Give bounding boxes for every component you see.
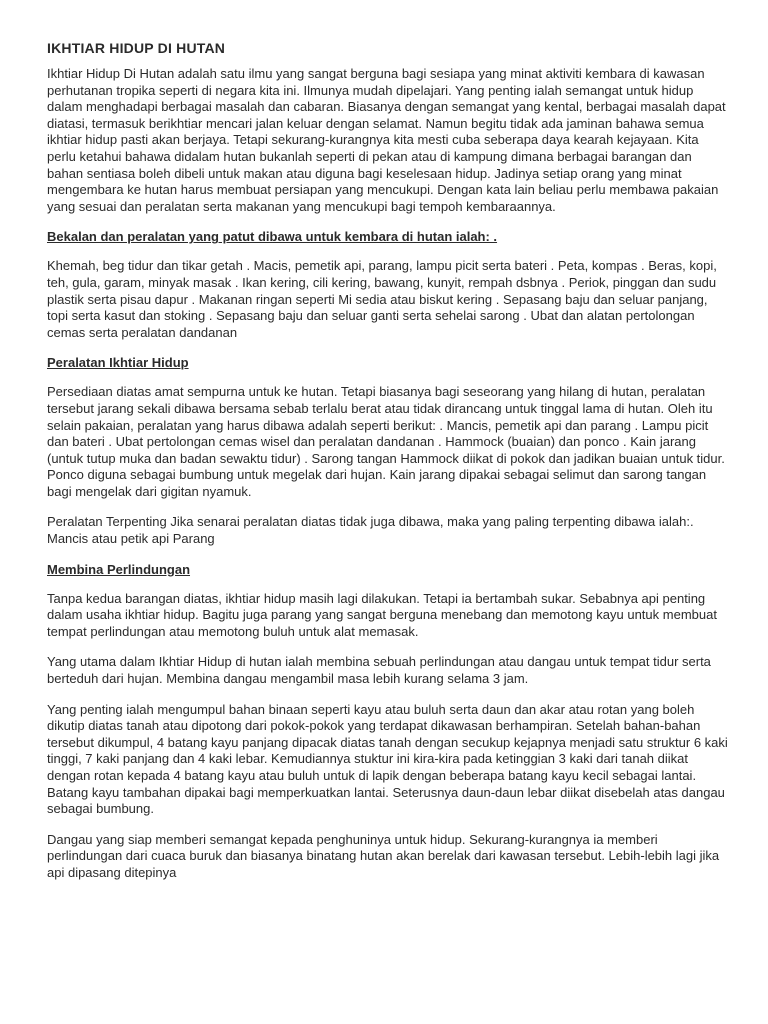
perlindungan-paragraph-3: Yang penting ialah mengumpul bahan binaan seperti kayu atau buluh serta daun dan akar atau rotan yang boleh dikutip diatas tanah atau dipotong dari pokok-pokok yang terdapat dikawasan berhampiran. Setelah bahan-bahan tersebut dikumpul, 4 batang kayu panjang dipacak diatas tanah dengan secukup kejapnya menjadi satu struktur 6 kaki tinggi, 7 kaki panjang dan 4 kaki lebar. Kemudiannya stuktur ini kira-kira pada ketinggian 3 kaki dari tanah diikat dengan rotan kepada 4 batang kayu atau buluh untuk di lapik dengan beberapa batang kayu kecil sebagai lantai. Batang kayu tambahan dipakai bagi memperkuatkan lantai. Seterusnya daun-daun lebar diikat disebelah atas dangau sebagai bumbung. bbox=[47, 701, 728, 817]
peralatan-terpenting-paragraph: Peralatan Terpenting Jika senarai peralatan diatas tidak juga dibawa, maka yang paling terpenting dibawa ialah:. Mancis atau petik api Parang bbox=[47, 514, 694, 547]
perlindungan-paragraph-4: Dangau yang siap memberi semangat kepada penghuninya untuk hidup. Sekurang-kurangnya ia memberi perlindungan dari cuaca buruk dan biasanya binatang hutan akan berelak dari kawasan tersebut. Lebih-lebih lagi jika api dipasang ditepinya bbox=[47, 831, 720, 880]
document-title: IKHTIAR HIDUP DI HUTAN bbox=[47, 40, 226, 56]
intro-paragraph: Ikhtiar Hidup Di Hutan adalah satu ilmu yang sangat berguna bagi sesiapa yang minat aktiviti kembara di kawasan perhutanan tropika seperti di negara kita ini. Ilmunya mudah dipelajari. Yang penting ialah semangat untuk hidup dalam menghadapi berbagai masalah dan cabaran. Biasanya dengan semangat yang kental, berbagai masalah dapat diatasi, termasuk berikhtiar mencari jalan keluar dengan selamat. Namun begitu tidak ada jaminan bahawa semua ikhtiar hidup pasti akan berjaya. Tetapi sekurang-kurangnya kita mesti cuba seberapa daya kearah kejayaan. Kita perlu ketahui bahawa didalam hutan bukanlah seperti di pekan atau di kampung dimana berbagai barangan dan bahan sentiasa boleh dibeli untuk makan atau diguna bagi keselesaan hidup. Jadinya setiap orang yang minat mengembara ke hutan harus membuat persiapan yang mencukupi. Dengan kata lain beliau perlu membawa pakaian yang sesuai dan peralatan serta makanan yang mencukupi bagi tempoh kembaraannya. bbox=[47, 66, 726, 214]
section-heading-peralatan: Peralatan Ikhtiar Hidup bbox=[47, 355, 189, 371]
bekalan-list-paragraph: Khemah, beg tidur dan tikar getah . Macis, pemetik api, parang, lampu picit serta bateri . Peta, kompas . Beras, kopi, teh, gula, garam, minyak masak . Ikan kering, cili kering, bawang, kunyit, rempah dsbnya . Periok, pinggan dan sudu plastik serta pisau dapur . Makanan ringan seperti Mi sedia atau biskut kering . Sepasang baju dan seluar panjang, topi serta kasut dan stoking . Sepasang baju dan seluar ganti serta sehelai sarong . Ubat dan alatan pertolongan cemas serta peralatan dandanan bbox=[47, 258, 717, 340]
section-heading-bekalan: Bekalan dan peralatan yang patut dibawa untuk kembara di hutan ialah: . bbox=[47, 229, 498, 245]
section-heading-perlindungan: Membina Perlindungan bbox=[47, 561, 191, 577]
peralatan-paragraph: Persediaan diatas amat sempurna untuk ke hutan. Tetapi biasanya bagi seseorang yang hilang di hutan, peralatan tersebut jarang sekali dibawa bersama sebab terlalu berat atau tidak dirancang untuk tinggal lama di hutan. Oleh itu selain pakaian, peralatan yang harus dibawa adalah seperti berikut: . Mancis, pemetik api dan parang . Lampu picit dan bateri . Ubat pertolongan cemas wisel dan peralatan dandanan . Hammock (buaian) dan ponco . Kain jarang (untuk tutup muka dan badan sewaktu tidur) . Sarong tangan Hammock diikat di pokok dan jadikan buaian untuk tidur. Ponco diguna sebagai bumbung untuk megelak dari hujan. Kain jarang dipakai sebagai selimut dan sarong tangan bagi mengelak dari gigitan nyamuk. bbox=[47, 384, 725, 499]
perlindungan-paragraph-1: Tanpa kedua barangan diatas, ikhtiar hidup masih lagi dilakukan. Tetapi ia bertambah sukar. Sebabnya api penting dalam usaha ikhtiar hidup. Bagitu juga parang yang sangat berguna menebang dan memotong kayu untuk membuat tempat perlindungan atau memotong buluh untuk alat memasak. bbox=[47, 590, 717, 639]
perlindungan-paragraph-2: Yang utama dalam Ikhtiar Hidup di hutan ialah membina sebuah perlindungan atau dangau untuk tempat tidur serta berteduh dari hujan. Membina dangau mengambil masa lebih kurang selama 3 jam. bbox=[47, 654, 711, 687]
